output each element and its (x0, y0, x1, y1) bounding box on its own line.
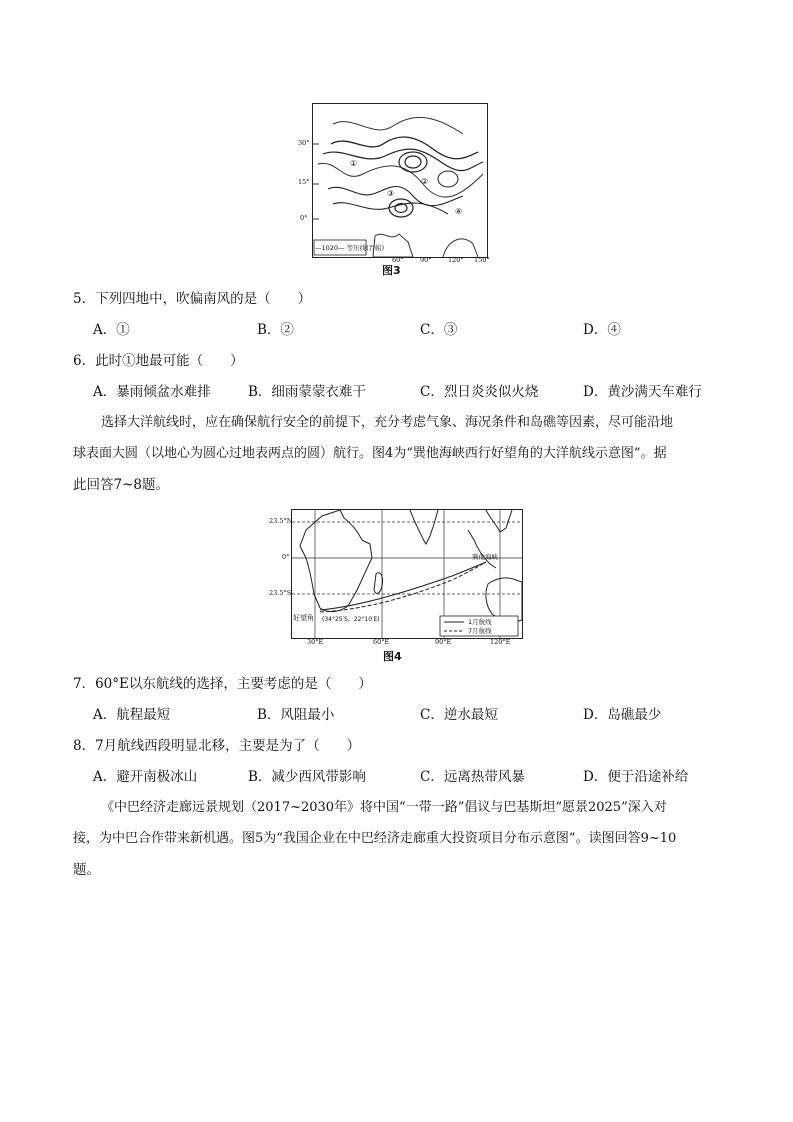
q8-stem: 8．7月航线西段明显北移，主要是为了（ ） (73, 738, 361, 754)
q7-option-b[interactable]: B．风阻最小 (257, 707, 335, 723)
fig4-coord-label: (34°25′S，22°10′E) (322, 616, 380, 623)
q8-option-c[interactable]: C．远离热带风暴 (420, 769, 525, 785)
fig4-lon-120: 120°E (490, 638, 511, 646)
fig4-lat-n: 23.5°N (269, 517, 293, 525)
q6-option-c[interactable]: C．烈日炎炎似火烧 (420, 384, 539, 400)
q5-option-c[interactable]: C．③ (420, 322, 458, 338)
marker-3: ③ (387, 189, 395, 198)
q6-option-d[interactable]: D．黄沙满天车难行 (583, 384, 702, 400)
intro2-line-1: 《中巴经济走廊远景规划（2017~2030年》将中国“一带一路”倡议与巴基斯坦“愿景2025”深入对 (101, 800, 667, 815)
fig3-lat-15: 15° (298, 178, 310, 186)
fig3-lon-90: 90° (420, 256, 432, 264)
fig3-lat-0: 0° (300, 214, 308, 222)
intro2-line-3: 题。 (73, 862, 100, 878)
marker-4: ④ (455, 207, 463, 216)
fig4-lon-60: 60°E (373, 638, 390, 646)
q8-option-b[interactable]: B．减少西风带影响 (248, 769, 366, 785)
q5-stem: 5．下列四地中，吹偏南风的是（ ） (73, 291, 312, 307)
fig4-lon-90: 90°E (435, 638, 452, 646)
isobar-map (313, 104, 487, 257)
fig3-lat-30: 30° (298, 139, 310, 147)
figure-4-map (291, 509, 523, 639)
q6-option-b[interactable]: B．细雨蒙蒙衣难干 (248, 384, 366, 400)
q5-option-a[interactable]: A．① (93, 322, 130, 338)
fig4-strait-label: 巽他海峡 (472, 553, 498, 561)
intro1-line-1: 选择大洋航线时，应在确保航行安全的前提下，充分考虑气象、海况条件和岛礁等因素，尽可能沿地 (101, 415, 674, 430)
fig4-cape-label: 好望角 (293, 614, 314, 622)
intro1-line-3: 此回答7~8题。 (73, 477, 169, 493)
q8-option-d[interactable]: D．便于沿途补给 (583, 769, 689, 785)
fig3-lon-60: 60° (392, 256, 404, 264)
q6-option-a[interactable]: A．暴雨倾盆水难排 (93, 384, 211, 400)
fig4-lat-s: 23.5°S (269, 589, 292, 597)
q6-stem: 6．此时①地最可能（ ） (73, 353, 244, 369)
q8-option-a[interactable]: A．避开南极冰山 (93, 769, 198, 785)
q7-option-d[interactable]: D．岛礁最少 (583, 707, 662, 723)
marker-1: ① (350, 159, 358, 168)
fig3-caption: 图3 (382, 264, 401, 277)
fig3-lon-150: 150° (474, 256, 490, 264)
fig3-lon-120: 120° (448, 256, 464, 264)
q7-stem: 7．60°E以东航线的选择，主要考虑的是（ ） (73, 676, 372, 692)
fig4-legend-jan: 1月航线 (468, 618, 492, 626)
q7-option-c[interactable]: C．逆水最短 (420, 707, 498, 723)
intro2-line-2: 接，为中巴合作带来新机遇。图5为“我国企业在中巴经济走廊重大投资项目分布示意图”。读图回答9~10 (73, 831, 677, 846)
fig4-lat-0: 0° (282, 553, 290, 561)
fig4-caption: 图4 (383, 650, 402, 663)
fig4-lon-30: 30°E (307, 638, 324, 646)
intro1-line-2: 球表面大圆（以地心为圆心过地表两点的圆）航行。图4为“巽他海峡西行好望角的大洋航线示意图”。据 (73, 446, 667, 461)
marker-2: ② (421, 177, 429, 186)
fig4-legend-jul: 7月航线 (468, 627, 492, 635)
fig3-legend: —1020— 等压线(百帕) (315, 244, 385, 252)
figure-3-map (312, 103, 488, 258)
q5-option-d[interactable]: D．④ (583, 322, 621, 338)
q5-option-b[interactable]: B．② (257, 322, 294, 338)
q7-option-a[interactable]: A．航程最短 (93, 707, 171, 723)
